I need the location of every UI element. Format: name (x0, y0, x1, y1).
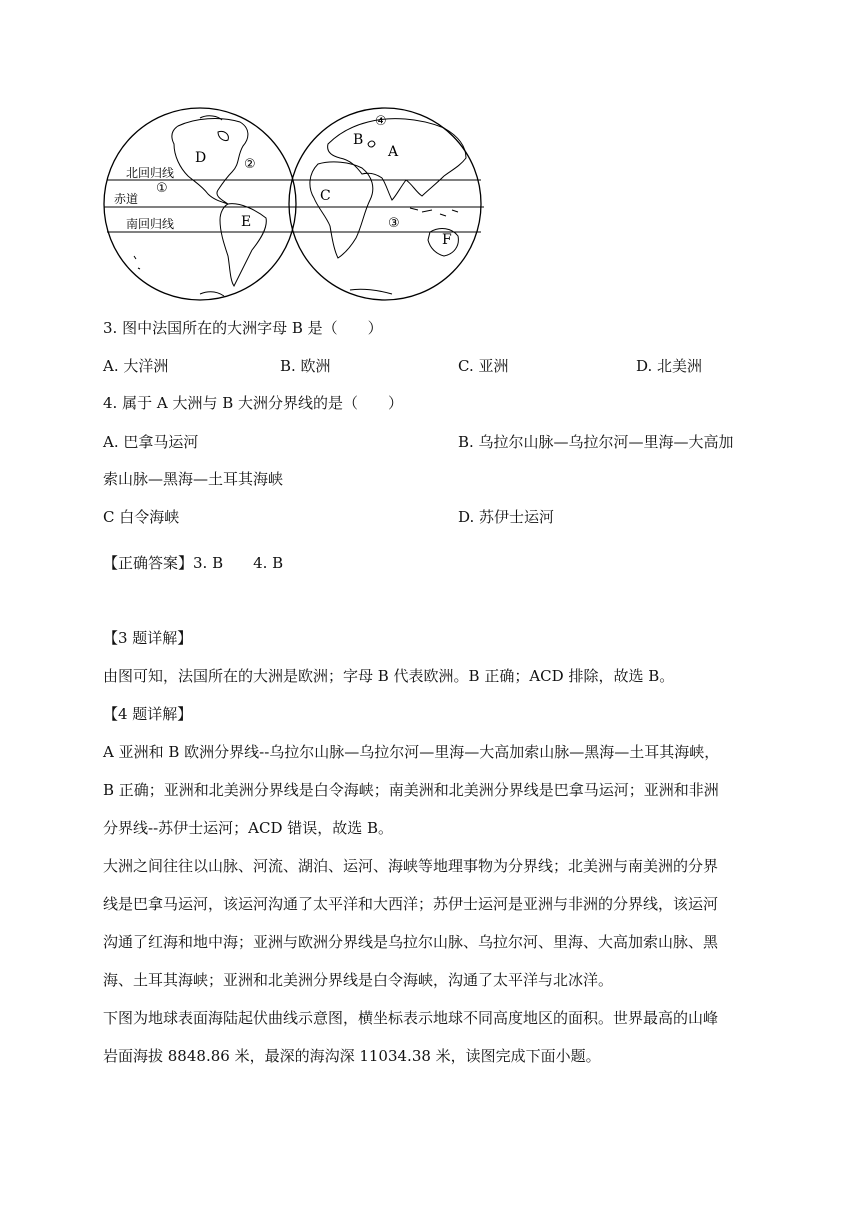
detail4-line: 线是巴拿马运河，该运河沟通了太平洋和大西洋；苏伊士运河是亚洲与非洲的分界线，该运河 (103, 895, 719, 913)
detail4-line: A 亚洲和 B 欧洲分界线--乌拉尔山脉—乌拉尔河—里海—大高加索山脉—黑海—土耳其海峡， (103, 743, 720, 761)
label-D: D (195, 150, 207, 166)
q3-option-c: C. 亚洲 (458, 357, 509, 375)
q4-option-b-line2: 索山脉—黑海—土耳其海峡 (103, 470, 284, 488)
q3-stem: 3. 图中法国所在的大洲字母 B 是（ ） (103, 319, 383, 337)
q4-option-d: D. 苏伊士运河 (458, 508, 555, 526)
intro-line: 下图为地球表面海陆起伏曲线示意图，横坐标表示地球不同高度地区的面积。世界最高的山峰 (103, 1009, 719, 1027)
detail3-text: 由图可知，法国所在的大洲是欧洲；字母 B 代表欧洲。B 正确；ACD 排除，故选 B。 (103, 667, 675, 685)
africa-outline (310, 162, 373, 258)
label-circle-2: ② (244, 157, 256, 172)
label-B: B (353, 132, 364, 148)
detail3-title: 【3 题详解】 (103, 629, 193, 647)
detail4-line: B 正确；亚洲和北美洲分界线是白令海峡；南美洲和北美洲分界线是巴拿马运河；亚洲和非洲 (103, 781, 719, 799)
label-F: F (442, 232, 452, 248)
q4-option-a: A. 巴拿马运河 (103, 433, 199, 451)
antarctica-east (350, 289, 392, 294)
label-C: C (320, 188, 331, 204)
detail4-title: 【4 题详解】 (103, 705, 193, 723)
q4-option-c: C 白令海峡 (103, 508, 180, 526)
correct-answer: 【正确答案】3. B 4. B (103, 554, 284, 572)
q3-option-a: A. 大洋洲 (103, 357, 169, 375)
label-E: E (241, 214, 252, 230)
label-circle-1: ① (156, 181, 168, 196)
eastern-hemisphere (289, 108, 481, 300)
world-map (100, 104, 500, 304)
tropic-north-label: 北回归线 (126, 166, 175, 180)
q3-option-d: D. 北美洲 (636, 357, 703, 375)
q4-option-b-line1: B. 乌拉尔山脉—乌拉尔河—里海—大高加 (458, 433, 734, 451)
q3-option-b: B. 欧洲 (280, 357, 331, 375)
tropic-south-label: 南回归线 (126, 217, 175, 231)
detail4-line: 沟通了红海和地中海；亚洲与欧洲分界线是乌拉尔山脉、乌拉尔河、里海、大高加索山脉、黑 (103, 933, 719, 951)
detail4-line: 分界线--苏伊士运河；ACD 错误，故选 B。 (103, 819, 394, 837)
antarctica-west (134, 256, 224, 296)
label-circle-4: ④ (375, 114, 387, 129)
label-A: A (388, 144, 399, 160)
equator-label: 赤道 (114, 192, 139, 206)
north-america-outline (172, 116, 248, 204)
q4-stem: 4. 属于 A 大洲与 B 大洲分界线的是（ ） (103, 394, 404, 412)
detail4-line: 海、土耳其海峡；亚洲和北美洲分界线是白令海峡，沟通了太平洋与北冰洋。 (103, 971, 614, 989)
label-circle-3: ③ (388, 216, 400, 231)
detail4-line: 大洲之间往往以山脉、河流、湖泊、运河、海峡等地理事物为分界线；北美洲与南美洲的分界 (103, 857, 719, 875)
intro-line: 岩面海拔 8848.86 米，最深的海沟深 11034.38 米，读图完成下面小题。 (103, 1047, 601, 1065)
